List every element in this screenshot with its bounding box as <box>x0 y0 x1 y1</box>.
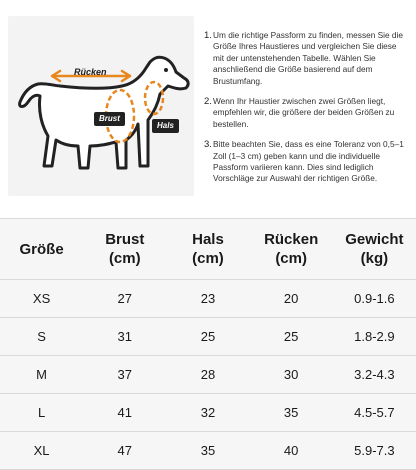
table-cell: 37 <box>83 356 166 394</box>
table-cell: 25 <box>250 318 333 356</box>
dog-illustration <box>8 16 194 196</box>
table-cell: 5.9-7.3 <box>333 432 416 470</box>
instruction-text: Um die richtige Passform zu finden, messen Sie die Größe Ihres Haustieres und vergleichen Sie diese mit der untenstehenden Tabelle. Wählen Sie anschließend die Größe basierend auf dem Brustumfang. <box>213 30 403 86</box>
table-cell: 47 <box>83 432 166 470</box>
column-header-size: Größe <box>0 219 83 280</box>
back-measure-label: Rücken <box>74 67 107 77</box>
table-row <box>0 394 416 432</box>
table-cell: 40 <box>250 432 333 470</box>
table-cell: 4.5-5.7 <box>333 394 416 432</box>
table-cell: 27 <box>83 280 166 318</box>
table-cell: 30 <box>250 356 333 394</box>
instruction-item <box>204 139 408 185</box>
table-cell: 28 <box>166 356 249 394</box>
table-cell: L <box>0 394 83 432</box>
column-header-neck: Hals (cm) <box>166 219 249 280</box>
table-cell: 1.8-2.9 <box>333 318 416 356</box>
instruction-text: Bitte beachten Sie, dass es eine Toleranz von 0,5–1 Zoll (1–3 cm) geben kann und die individuelle Passform variieren kann. Dies sind lediglich Vorschläge zur Auswahl der richtigen Größe. <box>213 139 404 184</box>
table-row <box>0 318 416 356</box>
table-cell: 23 <box>166 280 249 318</box>
instruction-item <box>204 30 408 87</box>
table-row <box>0 280 416 318</box>
table-cell: 35 <box>250 394 333 432</box>
neck-measure-label: Hals <box>152 119 179 133</box>
table-cell: 20 <box>250 280 333 318</box>
instruction-number: 2. <box>204 96 212 108</box>
table-cell: 32 <box>166 394 249 432</box>
table-row <box>0 432 416 470</box>
column-header-chest: Brust (cm) <box>83 219 166 280</box>
dog-measurement-diagram <box>8 16 194 196</box>
table-cell: 31 <box>83 318 166 356</box>
chest-measure-label: Brust <box>94 112 125 126</box>
table-row <box>0 356 416 394</box>
table-cell: 25 <box>166 318 249 356</box>
instruction-item <box>204 96 408 130</box>
column-header-back: Rücken (cm) <box>250 219 333 280</box>
column-header-weight: Gewicht (kg) <box>333 219 416 280</box>
instruction-number: 3. <box>204 139 212 151</box>
table-cell: XS <box>0 280 83 318</box>
size-guide-header <box>0 0 416 212</box>
size-table <box>0 218 416 470</box>
table-cell: 0.9-1.6 <box>333 280 416 318</box>
instruction-text: Wenn Ihr Haustier zwischen zwei Größen liegt, empfehlen wir, die größere der beiden Größen zu bestellen. <box>213 96 395 129</box>
table-header-row <box>0 219 416 280</box>
table-cell: 3.2-4.3 <box>333 356 416 394</box>
table-cell: M <box>0 356 83 394</box>
table-cell: 41 <box>83 394 166 432</box>
table-cell: S <box>0 318 83 356</box>
table-cell: XL <box>0 432 83 470</box>
measurement-instructions <box>204 30 408 194</box>
table-cell: 35 <box>166 432 249 470</box>
instruction-number: 1. <box>204 30 212 41</box>
